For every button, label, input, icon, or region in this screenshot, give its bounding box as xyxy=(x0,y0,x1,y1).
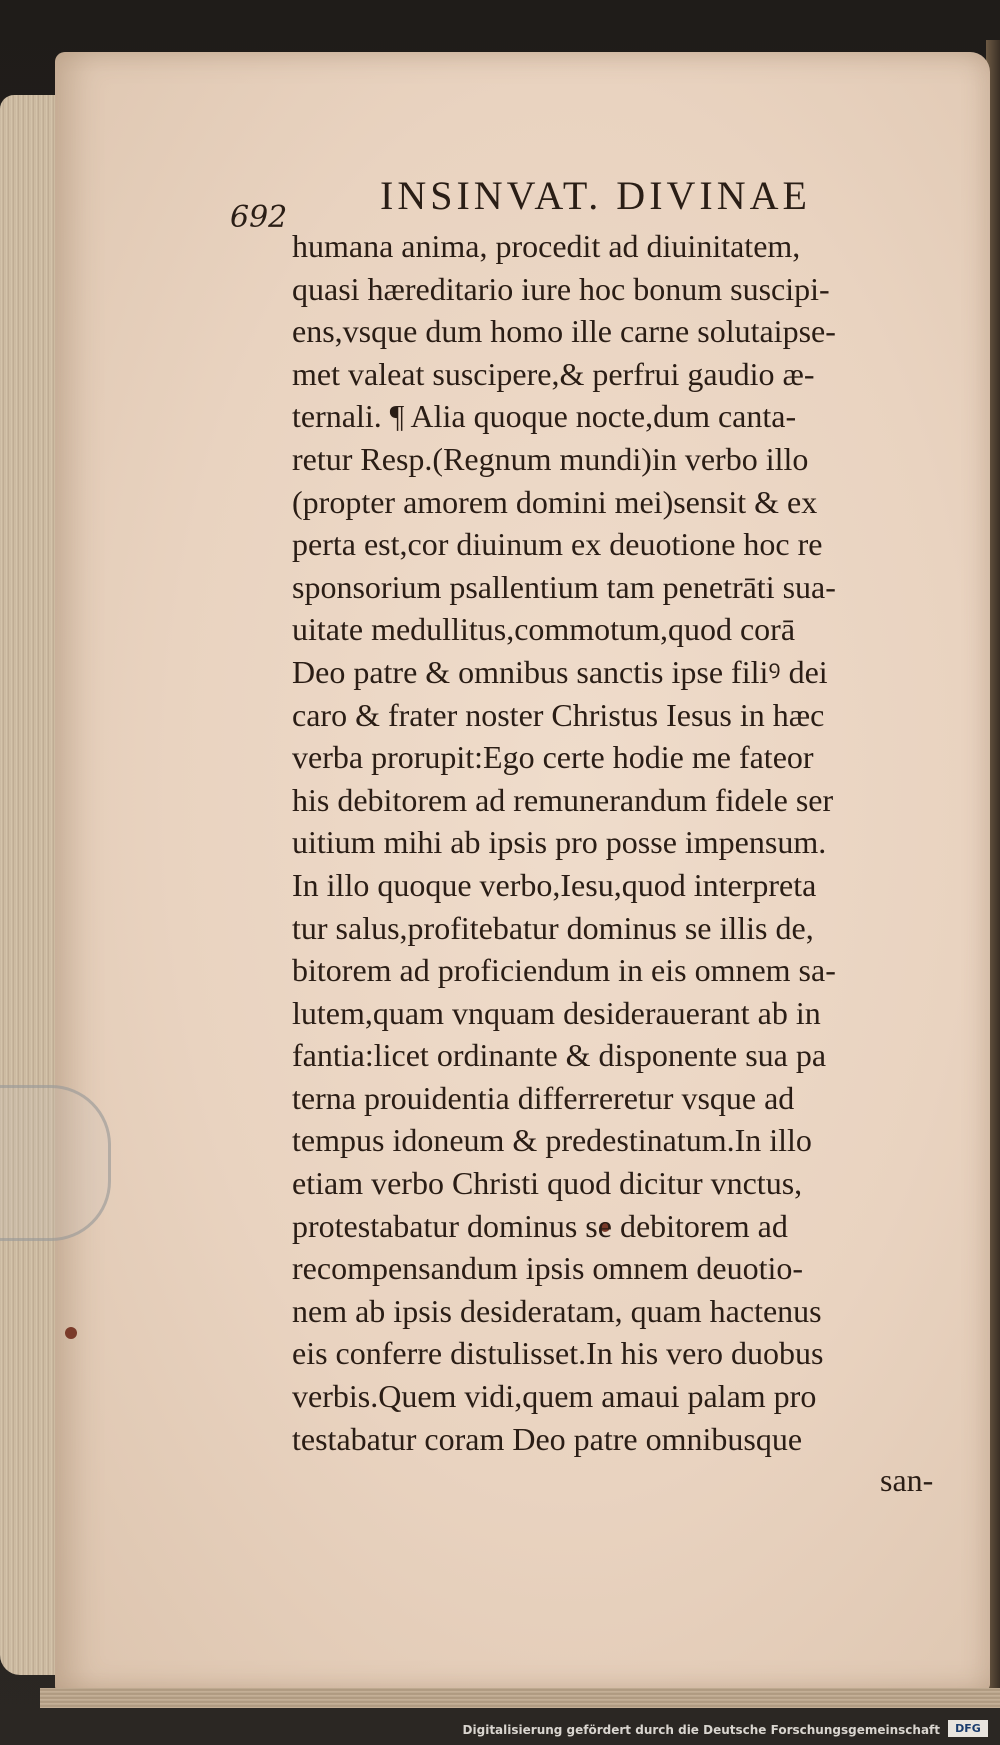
text-line: protestabatur dominus se debitorem ad xyxy=(292,1207,788,1244)
text-line: verbis.Quem vidi,quem amaui palam pro xyxy=(292,1378,817,1415)
page-number: 692 xyxy=(230,200,288,235)
text-line: met valeat suscipere,& perfrui gaudio æ- xyxy=(292,355,815,392)
text-line: verba prorupit:Ego certe hodie me fateor xyxy=(292,739,814,776)
body-text xyxy=(292,225,952,1460)
page-clip xyxy=(0,1085,111,1241)
text-line: lutem,quam vnquam desiderauerant ab in xyxy=(292,994,821,1031)
text-line: In illo quoque verbo,Iesu,quod interpreta xyxy=(292,866,817,903)
digitization-credit: Digitalisierung gefördert durch die Deutsche Forschungsgemeinschaft xyxy=(462,1723,940,1737)
text-line: caro & frater noster Christus Iesus in hæc xyxy=(292,696,825,733)
text-line: ens,vsque dum homo ille carne solutaipse- xyxy=(292,313,836,350)
text-line: uitate medullitus,commotum,quod corā xyxy=(292,611,796,648)
text-line: quasi hæreditario iure hoc bonum suscipi- xyxy=(292,270,830,307)
text-line: his debitorem ad remunerandum fidele ser xyxy=(292,781,834,818)
text-line: perta est,cor diuinum ex deuotione hoc re xyxy=(292,526,823,563)
text-line: testabatur coram Deo patre omnibusque xyxy=(292,1420,803,1457)
text-line: tur salus,profitebatur dominus se illis de, xyxy=(292,909,814,946)
ink-stain xyxy=(65,1327,77,1339)
text-line: recompensandum ipsis omnem deuotio- xyxy=(292,1250,804,1287)
text-line: ternali. ¶ Alia quoque nocte,dum canta- xyxy=(292,398,797,435)
text-line: uitium mihi ab ipsis pro posse impensum. xyxy=(292,824,827,861)
dfg-logo: DFG xyxy=(948,1720,988,1737)
text-line: fantia:licet ordinante & disponente sua pa xyxy=(292,1037,827,1074)
text-line: etiam verbo Christi quod dicitur vnctus, xyxy=(292,1165,803,1202)
page-bottom-edge xyxy=(40,1688,1000,1708)
running-head: INSINVAT. DIVINAE xyxy=(380,173,811,218)
text-line: sponsorium psallentium tam penetrāti sua- xyxy=(292,568,836,605)
text-line: terna prouidentia differreretur vsque ad xyxy=(292,1079,795,1116)
text-line: (propter amorem domini mei)sensit & ex xyxy=(292,483,818,520)
text-line: humana anima, procedit ad diuinitatem, xyxy=(292,228,801,264)
text-line: Deo patre & omnibus sanctis ipse filiꝰ dei xyxy=(292,653,828,690)
text-line: retur Resp.(Regnum mundi)in verbo illo xyxy=(292,440,809,477)
text-line: bitorem ad proficiendum in eis omnem sa- xyxy=(292,952,836,989)
text-line: eis conferre distulisset.In his vero duobus xyxy=(292,1335,824,1372)
catchword: san- xyxy=(880,1462,934,1498)
text-line: nem ab ipsis desideratam, quam hactenus xyxy=(292,1292,822,1329)
text-line: tempus idoneum & predestinatum.In illo xyxy=(292,1122,812,1159)
